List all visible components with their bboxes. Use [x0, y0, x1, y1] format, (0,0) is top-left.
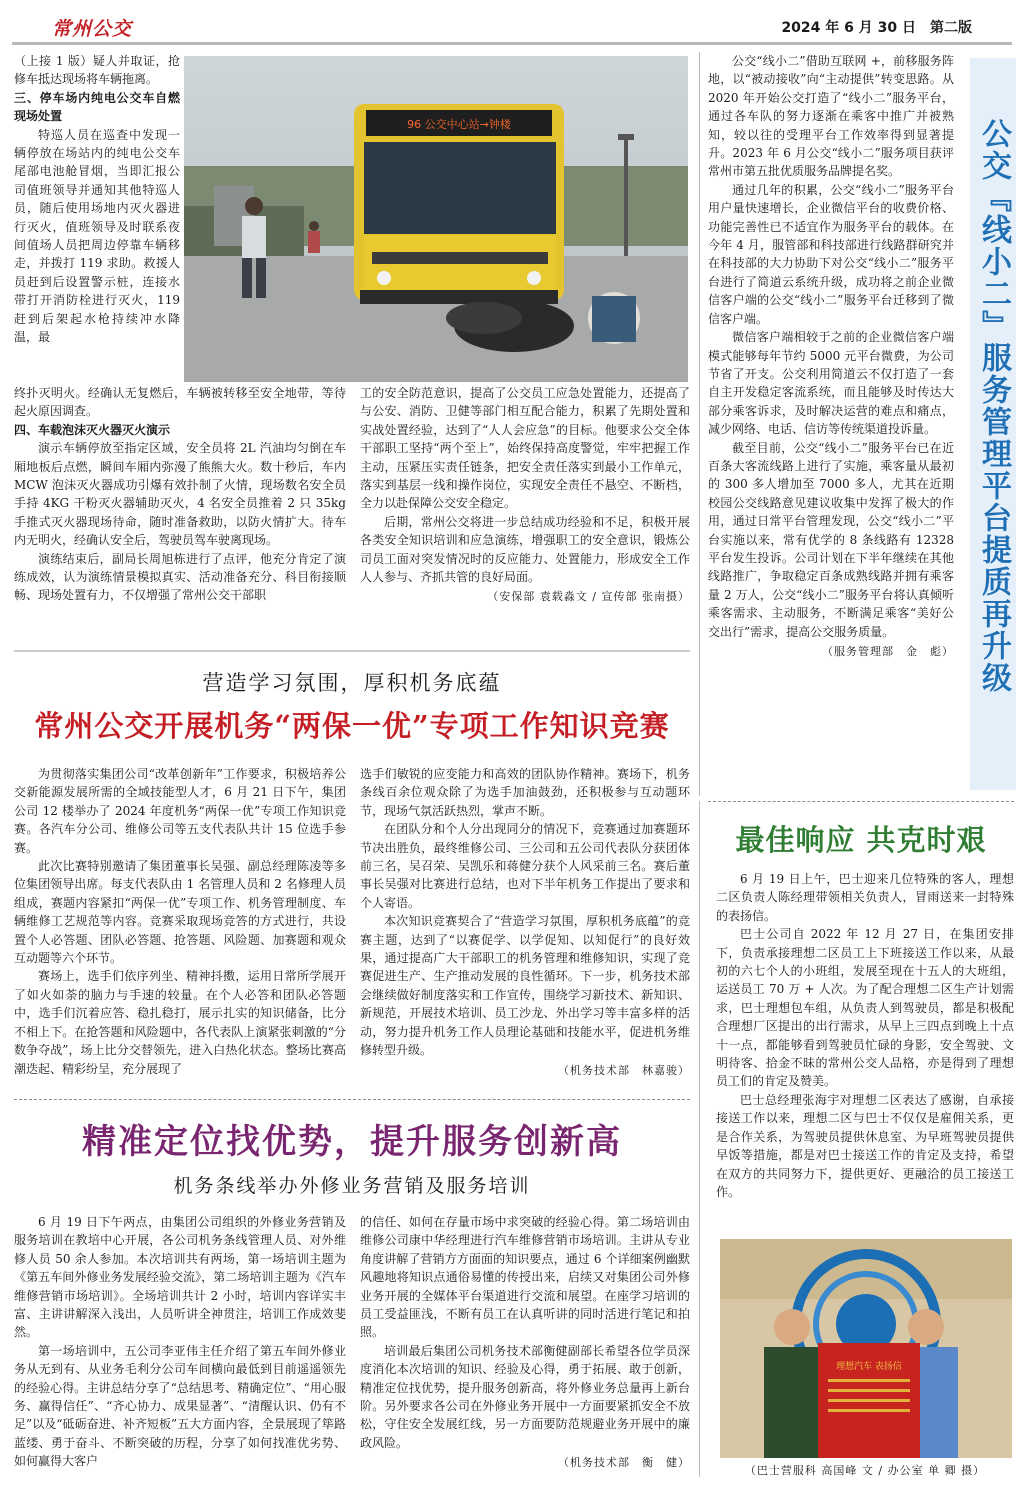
- bus-headline: 最佳响应 共克时艰: [735, 823, 987, 857]
- sidebar-article: [708, 52, 954, 661]
- article-paragraph: 的信任、如何在存量市场中求突破的经验心得。第二场培训由维修公司康中华经理进行汽车维修营销市场培训。主讲从专业角度讲解了营销方方面面的知识要点，通过 6 个详细案例幽默风趣地将知识点通俗易懂的传授出来，启续又对集团公司外修业务开展的全媒体平台渠道进行交流和展望。在座学习培训的员工受益匪浅，不断有员工在认真听讲的同时活进行笔记和拍照。: [360, 1215, 690, 1340]
- article-paragraph: 巴士公司自 2022 年 12 月 27 日，在集团安排下，负责承接理想二区员工上下班接送工作以来，从最初的六七个人的小班组，发展至现在十五人的大班组，运送员工 70 万 + 人次。为了配合理想二区生产计划需求，巴士理想包车组，从负责人到驾驶员，都是积极配合理想厂区提出的出行需求，从早上三四点到晚上十点十一点，都能够看到驾驶员忙碌的身影，安全驾驶、文明待客、拾金不昧的常州公交人品格，亦是得到了理想员工们的肯定及赞美。: [716, 927, 1014, 1089]
- award-photo: [720, 1239, 1012, 1458]
- article-paragraph: 终扑灭明火。经确认无复燃后，车辆被转移至安全地带，等待起火原因调查。: [14, 386, 346, 419]
- masthead-date: 2024 年 6 月 30 日 第二版: [781, 20, 972, 36]
- article-paragraph: 后期，常州公交将进一步总结成功经验和不足，积极开展各类安全知识培训和应急演练，增强职工的安全意识，锻炼公司员工面对突发情况时的反应能力、处置能力，形成安全工作人人参与、齐抓共管的良好局面。: [360, 514, 690, 585]
- article-paragraph: 6 月 19 日上午，巴士迎来几位特殊的客人，理想二区负责人陈经理带领相关负责人，冒雨送来一封特殊的表扬信。: [716, 872, 1014, 923]
- article-credit: （机务技术部 衡 健）: [558, 1456, 690, 1470]
- article-subheading: 三、停车场内纯电公交车自燃现场处置: [14, 90, 180, 124]
- article-paragraph: 公交“线小二”借助互联网 +，前移服务阵地，以“被动接收”向“主动提供”转变思路。从 2020 年开始公交打造了“线小二”服务平台，通过各车队的努力逐渐在乘客中推广并被熟知，较以往的受理平台工作效率得到显著提升。2023 年 6 月公交“线小二”服务项目获评常州市第五批优质服务品牌提名奖。: [708, 54, 954, 179]
- quiz-kicker: 营造学习氛围，厚积机务底蕴: [202, 671, 502, 695]
- sidebar-title-box: [970, 58, 1016, 790]
- bus-fire-scene-image: [184, 56, 688, 382]
- article-training-col1: [14, 1213, 346, 1471]
- article-paragraph: 第一场培训中，五公司李亚伟主任介绍了第五车间外修业务从无到有、从业务毛利分公司车间横向最低到目前遥遥领先的经验心得。主讲总结分享了“总结思考、精确定位”、“用心服务、赢得信任”、“齐心协力、成果显著”、“清醒认识、仍有不足”以及“砥砺奋进、补齐短板”五大方面内容，全景展现了筚路蓝缕、勇于奋斗、不断突破的历程，分享了如何找准优劣势、如何赢得大客户: [14, 1343, 346, 1469]
- article-credit: （安保部 袁载淼文 / 宣传部 张南摄）: [487, 590, 690, 604]
- article-quiz-col2: [360, 765, 690, 1080]
- article-paragraph: 此次比赛特别邀请了集团董事长吴强、副总经理陈凌等多位集团领导出席。每支代表队由 1 名管理人员和 2 名修理人员组成，赛题内容紧扣“两保一优”专项工作、机务管理制度、车辆维修工艺规范等内容。竞赛采取现场竞答的方式进行，共设置个人必答题、团队必答题、抢答题、风险题、加赛题和观众互动题等六个环节。: [14, 859, 346, 966]
- column-divider: [699, 52, 700, 796]
- article-paragraph: 特巡人员在巡查中发现一辆停放在场站内的纯电公交车尾部电池舱冒烟，当即汇报公司值班领导并通知其他特巡人员，随后使用场地内灭火器进行灭火，值班领导及时联系夜间值场人员把周边停靠车辆移走，并拨打 119 求助。救援人员赶到后设置警示桩，连接水带打开消防栓进行灭火，119 赶到后架起水枪持续冲水降温，最: [14, 127, 180, 345]
- article-paragraph: 本次知识竞赛契合了“营造学习氛围，厚积机务底蕴”的竞赛主题，达到了“以赛促学、以学促知、以知促行”的良好效果，通过提高广大干部职工的机务管理和维修知识，实现了竞赛促进生产、生产推动发展的良性循环。下一步，机务技术部会继续做好制度落实和工作宣传，围绕学习新技术、新知识、新规范，开展技术培训、员工沙龙、外出学习等丰富多样的活动，努力提升机务工作人员理论基础和技能水平，促进机务维修转型升级。: [360, 914, 690, 1058]
- section-divider: [14, 650, 690, 652]
- article-paragraph: 微信客户端相较于之前的企业微信客户端模式能够每年节约 5000 元平台微费，为公司节省了开支。公交利用简道云不仅打造了一套自主开发稳定客流系统，而且能够及时传达大部分乘客诉求，及时解决运营的难点和痛点，减少网络、电话、信访等传统渠道投诉量。: [708, 330, 954, 437]
- article-paragraph: （上接 1 版）疑人并取证，抢修车抵达现场将车辆拖离。: [14, 54, 180, 87]
- quiz-headline: 常州公交开展机务“两保一优”专项工作知识竞赛: [34, 709, 670, 743]
- training-headline: 精准定位找优势，提升服务创新高: [82, 1122, 622, 1162]
- article-paragraph: 截至目前，公交“线小二”服务平台已在近百条大客流线路上进行了实施，乘客量从最初的 300 多人增加至 7000 多人，尤其在近期校园公交线路意见建议收集中发挥了极大的作用，通过日常平台管理发现，公交“线小二”平台实施以来，常有优学的 8 条线路有 12328 平台发生投诉。公司计划在下半年继续在其他线路推广，争取稳定百条成熟线路并拥有乘客量 2 万人，公交“线小二”服务平台将认真倾听乘客需求、主动服务，不断满足乘客“美好公交出行”需求，提高公交服务质量。: [708, 440, 954, 639]
- article-quiz-col1: [14, 765, 346, 1078]
- masthead: [0, 0, 1024, 48]
- article-fire-right: [360, 384, 690, 607]
- bus-destination-sign: 96 公交中心站→钟楼: [407, 118, 511, 131]
- article-paragraph: 赛场上，选手们依序列坐、精神抖擞，运用日常所学展开了如火如荼的脑力与手速的较量。在个人必答和团队必答题中，选手们沉着应答、稳扎稳打，展示扎实的知识储备，比分不相上下。在抢答题和风险题中，各代表队上演紧张刺激的“分数争夺战”，场上比分交替领先，进入白热化状态。整场比赛高潮迭起、精彩纷呈，充分展现了: [14, 969, 346, 1076]
- article-paragraph: 通过几年的积累，公交“线小二”服务平台用户量快速增长，企业微信平台的收费价格、功能完善性已不适宜作为服务平台的载体。在今年 4 月，服管部和科技部进行线路群研究并在科技部的大力协助下对公交“线小二”服务平台进行了简道云系统升级，成功将之前企业微信客户端的公交“线小二”服务平台迁移到了微信客户端。: [708, 182, 954, 326]
- article-credit: （机务技术部 林嘉骏）: [558, 1063, 690, 1077]
- masthead-logo: 常州公交: [52, 18, 133, 40]
- bus-photo: [184, 56, 688, 382]
- article-paragraph: 选手们敏锐的应变能力和高效的团队协作精神。赛场下，机务条线百余位观众除了为选手加油鼓劲，还积极参与互动题环节，现场气氛活跃热烈，掌声不断。: [360, 767, 690, 818]
- article-training-col2: [360, 1213, 690, 1473]
- article-paragraph: 工的安全防范意识，提高了公交员工应急处置能力，还提高了与公安、消防、卫健等部门相互配合能力，积累了先期处置和实战处置经验，达到了“人人会应急”的目标。他要求公交全体干部职工坚持“两个至上”，始终保持高度警觉，牢牢把握工作主动，压紧压实责任链条，把安全责任落实到最小工作单元，落实到基层一线和操作岗位，实现安全责任不悬空、不断档，全力以赴保障公交安全稳定。: [360, 386, 690, 511]
- article-paragraph: 在团队分和个人分出现同分的情况下，竞赛通过加赛题环节决出胜负，最终维修公司、三公司和五公司代表队分获团体前三名，吴召荣、吴凯乐和蒋健分获个人风采前三名。赛后董事长吴强对比赛进行总结，也对下半年机务工作提出了要求和个人寄语。: [360, 822, 690, 910]
- sidebar-title: 公交『线小二』服务管理平台提质再升级: [976, 118, 1011, 694]
- article-credit: （服务管理部 金 彪）: [822, 645, 954, 658]
- article-paragraph: 演练结束后，副局长周旭栋进行了点评，他充分肯定了演练成效，认为演练情景模拟真实、活动准备充分、科目衔接顺畅、现场处置有力，不仅增强了常州公交干部职: [14, 551, 346, 603]
- section-divider: [14, 1099, 690, 1100]
- section-divider: [708, 801, 1014, 802]
- article-paragraph: 6 月 19 日下午两点，由集团公司组织的外修业务营销及服务培训在教培中心开展，各公司机务条线管理人员、对外维修人员 50 余人参加。本次培训共有两场，第一场培训主题为《第五车间外修业务发展经验交流》，第二场培训主题为《汽车维修营销市场培训》。全场培训共计 2 小时，培训内容详实丰富、主讲讲解深入浅出，人员听讲全神贯注，培训工作成效斐然。: [14, 1215, 346, 1340]
- article-bus: [716, 870, 1014, 1201]
- article-fire-left: [14, 384, 346, 605]
- award-ceremony-image: [720, 1239, 1012, 1458]
- article-paragraph: 演示车辆停放至指定区域，安全员将 2L 汽油均匀倒在车厢地板后点燃，瞬间车厢内弥漫了熊熊大火。数十秒后，车内 MCW 泡沫灭火器成功引爆有效扑制了火情，现场数名安全员手持 4KG 干粉灭火器辅助灭火，4 名安全员推着 2 只 35kg 手推式灭火器现场待命，随时准备救助，以防火情扩大。待车内无明火，经确认安全后，驾驶员驾车驶离现场。: [14, 441, 346, 548]
- article-subheading: 四、车载泡沫灭火器灭火演示: [14, 422, 171, 437]
- continued-label: （上接 1 版）: [14, 54, 93, 68]
- masthead-rule: [12, 42, 1012, 45]
- article-fire-wrap: [14, 52, 180, 347]
- article-paragraph: 巴士总经理张海宇对理想二区表达了感谢，自承接接送工作以来，理想二区与巴士不仅仅是雇佣关系，更是合作关系，为驾驶员提供休息室、为早班驾驶员提供早饭等措施，都是对巴士接送工作的肯定及支持，希望在双方的共同努力下，提供更好、更融洽的员工接送工作。: [716, 1092, 1014, 1199]
- award-banner-text: 理想汽车 表扬信: [836, 1362, 902, 1372]
- award-photo-credit: （巴士营服科 高国峰 文 / 办公室 单 卿 摄）: [744, 1464, 986, 1477]
- column-divider: [699, 801, 700, 1477]
- article-paragraph: 培训最后集团公司机务技术部衡健副部长希望各位学员深度消化本次培训的知识、经验及心得，勇于拓展、敢于创新，精准定位找优势，提升服务创新高，将外修业务总量再上新台阶。另外要求各公司在外修业务开展中一方面要紧抓安全不放松，守住安全发展红线，另一方面要防范规避业务开展中的廉政风险。: [360, 1343, 690, 1450]
- training-subhead: 机务条线举办外修业务营销及服务培训: [173, 1175, 531, 1197]
- article-paragraph: 为贯彻落实集团公司“改革创新年”工作要求，积极培养公交新能源发展所需的全域技能型人才，6 月 21 日下午，集团公司 12 楼举办了 2024 年度机务“两保一优”专项工作知识竞赛。各汽车分公司、维修公司等五支代表队共计 15 位选手参赛。: [14, 767, 346, 855]
